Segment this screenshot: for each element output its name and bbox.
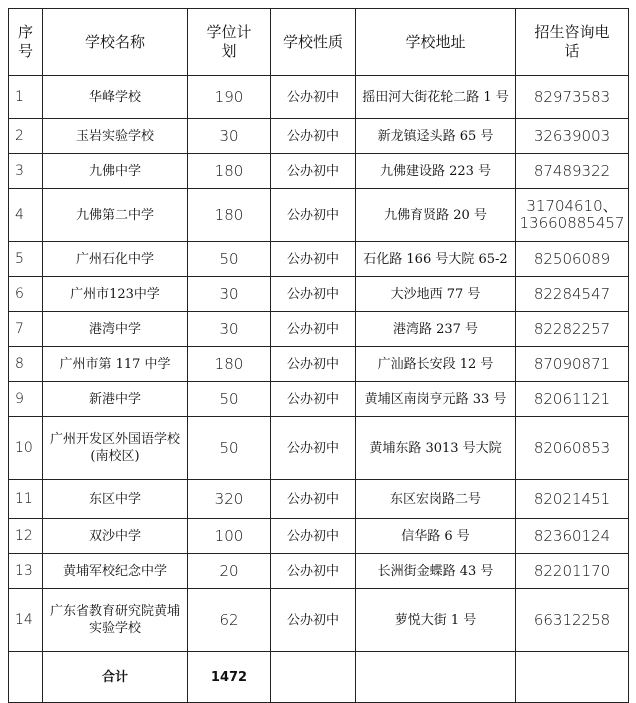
table-row — [9, 76, 629, 119]
cell-index: 4 — [9, 189, 43, 242]
cell-school-name: 玉岩实验学校 — [43, 119, 188, 154]
cell-school-type: 公办初中 — [271, 382, 356, 417]
cell-school-type: 公办初中 — [271, 347, 356, 382]
cell-seats: 30 — [188, 312, 271, 347]
cell-school-name: 港湾中学 — [43, 312, 188, 347]
cell-school-name: 东区中学 — [43, 480, 188, 519]
cell-school-type: 公办初中 — [271, 76, 356, 119]
cell-index: 3 — [9, 154, 43, 189]
cell-school-name: 新港中学 — [43, 382, 188, 417]
cell-address: 新龙镇迳头路 65 号 — [356, 119, 516, 154]
cell-phone: 82282257 — [516, 312, 629, 347]
total-type — [271, 652, 356, 703]
cell-school-name: 广州市123中学 — [43, 277, 188, 312]
cell-phone: 82284547 — [516, 277, 629, 312]
cell-phone: 82506089 — [516, 242, 629, 277]
cell-school-type: 公办初中 — [271, 519, 356, 554]
cell-seats: 100 — [188, 519, 271, 554]
cell-phone: 82360124 — [516, 519, 629, 554]
header-name: 学校名称 — [43, 9, 188, 76]
total-address — [356, 652, 516, 703]
cell-phone: 82061121 — [516, 382, 629, 417]
cell-phone: 87489322 — [516, 154, 629, 189]
cell-seats: 50 — [188, 242, 271, 277]
cell-address: 黄埔东路 3013 号大院 — [356, 417, 516, 480]
cell-index: 7 — [9, 312, 43, 347]
cell-seats: 180 — [188, 189, 271, 242]
cell-phone: 82201170 — [516, 554, 629, 589]
cell-address: 九佛建设路 223 号 — [356, 154, 516, 189]
cell-school-type: 公办初中 — [271, 189, 356, 242]
cell-phone: 82973583 — [516, 76, 629, 119]
table-row — [9, 312, 629, 347]
cell-school-name: 广州开发区外国语学校 (南校区) — [43, 417, 188, 480]
total-index — [9, 652, 43, 703]
cell-index: 8 — [9, 347, 43, 382]
header-phone: 招生咨询电 话 — [516, 9, 629, 76]
cell-index: 14 — [9, 589, 43, 652]
cell-school-name: 双沙中学 — [43, 519, 188, 554]
cell-seats: 180 — [188, 347, 271, 382]
cell-seats: 50 — [188, 417, 271, 480]
table-row — [9, 519, 629, 554]
cell-index: 10 — [9, 417, 43, 480]
header-type: 学校性质 — [271, 9, 356, 76]
enrollment-table — [8, 8, 629, 703]
cell-school-type: 公办初中 — [271, 417, 356, 480]
cell-seats: 320 — [188, 480, 271, 519]
cell-address: 长洲街金蝶路 43 号 — [356, 554, 516, 589]
cell-school-type: 公办初中 — [271, 480, 356, 519]
cell-school-name: 九佛第二中学 — [43, 189, 188, 242]
cell-index: 5 — [9, 242, 43, 277]
cell-phone: 32639003 — [516, 119, 629, 154]
cell-seats: 30 — [188, 277, 271, 312]
cell-address: 广汕路长安段 12 号 — [356, 347, 516, 382]
header-seats: 学位计 划 — [188, 9, 271, 76]
total-row — [9, 652, 629, 703]
table-row — [9, 154, 629, 189]
cell-address: 信华路 6 号 — [356, 519, 516, 554]
cell-index: 1 — [9, 76, 43, 119]
cell-school-type: 公办初中 — [271, 154, 356, 189]
cell-address: 九佛育贤路 20 号 — [356, 189, 516, 242]
cell-phone: 66312258 — [516, 589, 629, 652]
cell-phone: 82060853 — [516, 417, 629, 480]
cell-school-type: 公办初中 — [271, 312, 356, 347]
cell-school-type: 公办初中 — [271, 589, 356, 652]
total-seats: 1472 — [188, 652, 271, 703]
cell-index: 13 — [9, 554, 43, 589]
header-index: 序 号 — [9, 9, 43, 76]
table-row — [9, 277, 629, 312]
table-row — [9, 189, 629, 242]
cell-seats: 190 — [188, 76, 271, 119]
cell-school-name: 九佛中学 — [43, 154, 188, 189]
cell-seats: 50 — [188, 382, 271, 417]
header-row — [9, 9, 629, 76]
cell-address: 东区宏岗路二号 — [356, 480, 516, 519]
cell-seats: 20 — [188, 554, 271, 589]
cell-seats: 62 — [188, 589, 271, 652]
cell-index: 6 — [9, 277, 43, 312]
cell-school-name: 华峰学校 — [43, 76, 188, 119]
cell-address: 港湾路 237 号 — [356, 312, 516, 347]
cell-phone: 82021451 — [516, 480, 629, 519]
cell-seats: 180 — [188, 154, 271, 189]
cell-school-name: 广州石化中学 — [43, 242, 188, 277]
table-row — [9, 347, 629, 382]
table-row — [9, 480, 629, 519]
cell-school-type: 公办初中 — [271, 242, 356, 277]
cell-index: 11 — [9, 480, 43, 519]
cell-address: 大沙地西 77 号 — [356, 277, 516, 312]
table-row — [9, 242, 629, 277]
cell-phone: 31704610、 13660885457 — [516, 189, 629, 242]
cell-index: 9 — [9, 382, 43, 417]
cell-index: 12 — [9, 519, 43, 554]
cell-school-name: 黄埔军校纪念中学 — [43, 554, 188, 589]
cell-address: 摇田河大街花轮二路 1 号 — [356, 76, 516, 119]
table-row — [9, 589, 629, 652]
cell-school-type: 公办初中 — [271, 119, 356, 154]
cell-address: 萝悦大街 1 号 — [356, 589, 516, 652]
cell-school-name: 广州市第 117 中学 — [43, 347, 188, 382]
cell-phone: 87090871 — [516, 347, 629, 382]
cell-seats: 30 — [188, 119, 271, 154]
cell-index: 2 — [9, 119, 43, 154]
cell-school-name: 广东省教育研究院黄埔 实验学校 — [43, 589, 188, 652]
cell-address: 石化路 166 号大院 65-2 — [356, 242, 516, 277]
cell-address: 黄埔区南岗亨元路 33 号 — [356, 382, 516, 417]
table-row — [9, 382, 629, 417]
cell-school-type: 公办初中 — [271, 554, 356, 589]
header-address: 学校地址 — [356, 9, 516, 76]
table-row — [9, 554, 629, 589]
table-row — [9, 119, 629, 154]
cell-school-type: 公办初中 — [271, 277, 356, 312]
total-phone — [516, 652, 629, 703]
table-row — [9, 417, 629, 480]
total-label: 合计 — [43, 652, 188, 703]
